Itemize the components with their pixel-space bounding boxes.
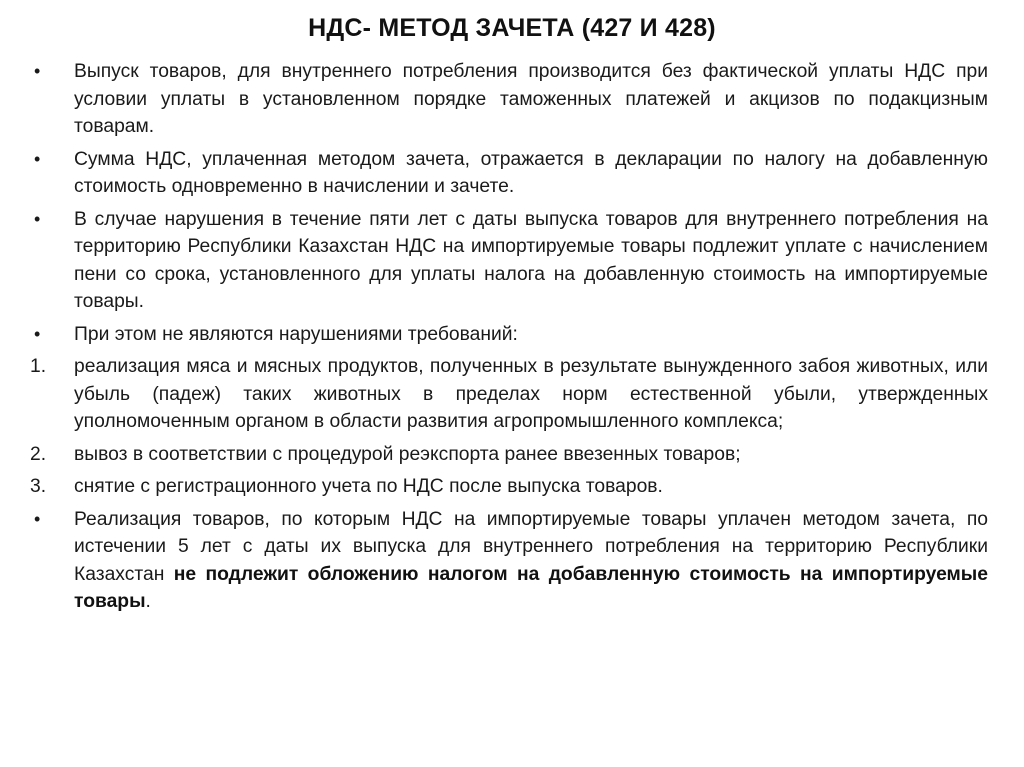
- bullet-marker: •: [34, 148, 41, 169]
- item-text: вывоз в соответствии с процедурой реэкспорта ранее ввезенных товаров;: [74, 443, 741, 465]
- bullet-marker: •: [34, 61, 41, 81]
- bullet-marker: •: [34, 508, 41, 529]
- list-item: [30, 206, 988, 316]
- item-text: реализация мяса и мясных продуктов, полученных в результате вынужденного забоя животных, или убыль (падеж) таких животных в пределах норм естественной убыли, утвержденных уполномоченным органом в области развития агропромышленного комплекса;: [74, 356, 988, 432]
- list-item: [30, 321, 988, 349]
- item-text: При этом не являются нарушениями требований:: [74, 323, 518, 345]
- list-item: [30, 146, 988, 201]
- item-tail: .: [145, 591, 151, 612]
- numbered-item: [30, 473, 988, 501]
- list-item: [30, 506, 988, 616]
- content-list: [30, 58, 988, 621]
- numbered-item: [30, 441, 988, 469]
- item-text: Сумма НДС, уплаченная методом зачета, отражается в декларации по налогу на добавленную стоимость одновременно в начислении и зачете.: [74, 148, 988, 197]
- number-marker: 2.: [30, 443, 47, 465]
- bullet-marker: •: [34, 208, 41, 229]
- item-text: В случае нарушения в течение пяти лет с даты выпуска товаров для внутреннего потребления на территорию Республики Казахстан НДС на импортируемые товары подлежит уплате с начислением пени со срока, установленного для уплаты налога на добавленную стоимость на импортируемые товары.: [74, 208, 988, 312]
- item-text: снятие с регистрационного учета по НДС после выпуска товаров.: [74, 476, 663, 497]
- item-text: Реализация товаров, по которым НДС на импортируемые товары уплачен методом зачета, по истечении 5 лет с даты их выпуска для внутреннего потребления на территорию Республики Казахстан: [74, 508, 988, 585]
- number-marker: 1.: [30, 356, 47, 377]
- number-marker: 3.: [30, 476, 47, 497]
- item-bold-text: не подлежит обложению налогом на добавленную стоимость на импортируемые товары: [74, 563, 988, 612]
- item-text: Выпуск товаров, для внутреннего потребления производится без фактической уплаты НДС при условии уплаты в установленном порядке таможенных платежей и акцизов по подакцизным товарам.: [74, 61, 988, 137]
- bullet-marker: •: [34, 323, 41, 344]
- list-item: [30, 58, 988, 141]
- numbered-item: [30, 353, 988, 436]
- slide-title: НДС- МЕТОД ЗАЧЕТА (427 И 428): [308, 14, 716, 42]
